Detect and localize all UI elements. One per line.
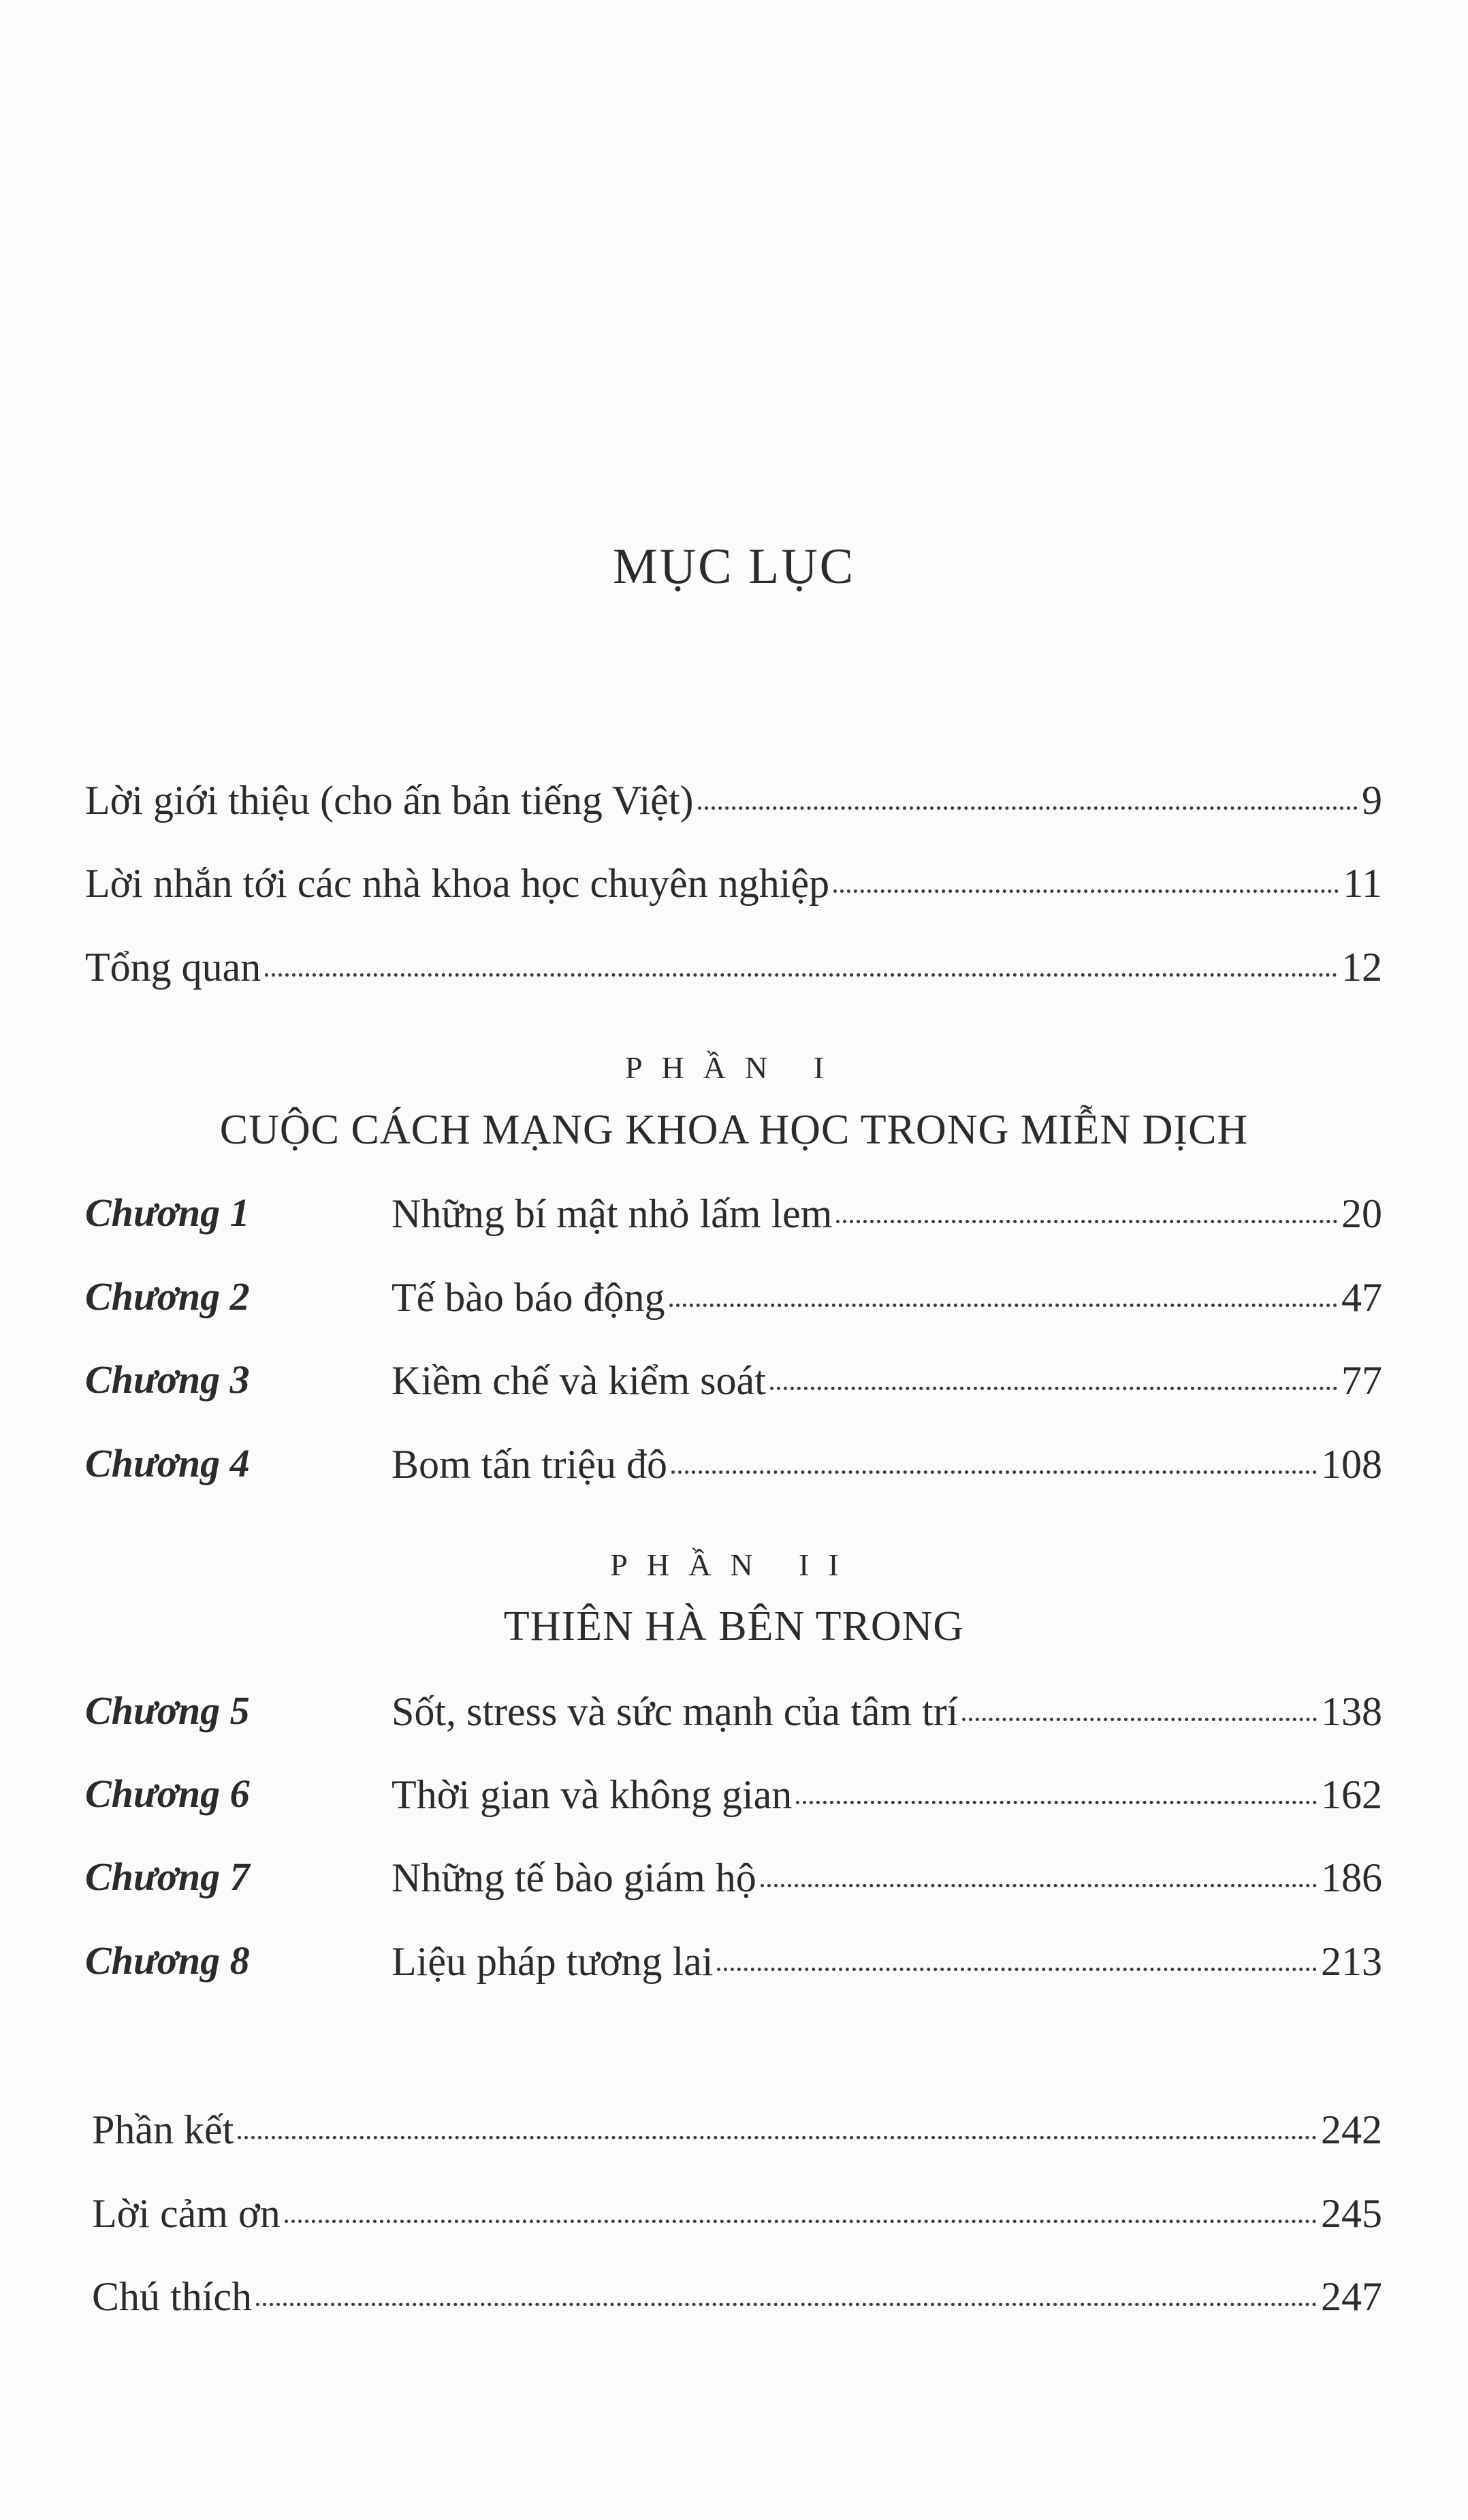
part-number: PHẦN I: [624, 1050, 844, 1085]
dot-leader: [770, 1387, 1337, 1390]
toc-entry-chapter: [392, 1941, 1382, 1982]
toc-entry-notes: [92, 2276, 1382, 2317]
entry-page: 11: [1343, 861, 1382, 906]
chapter-title: Sốt, stress và sức mạnh của tâm trí: [392, 1689, 959, 1734]
toc-entry-chapter: [392, 1444, 1382, 1485]
dot-leader: [671, 1470, 1317, 1474]
toc-entry-chapter: [392, 1193, 1382, 1234]
entry-page: 77: [1341, 1358, 1382, 1403]
toc-entry-overview: [85, 947, 1382, 988]
dot-leader: [761, 1884, 1317, 1887]
chapter-label: Chương 1: [85, 1191, 250, 1235]
page-title: MỤC LỤC: [612, 539, 856, 595]
toc-entry-chapter: [392, 1277, 1382, 1318]
entry-page: 213: [1321, 1939, 1382, 1984]
chapter-label: Chương 7: [85, 1855, 250, 1899]
chapter-label: Chương 2: [85, 1274, 250, 1319]
dot-leader: [717, 1968, 1317, 1971]
toc-entry-chapter: [392, 1360, 1382, 1401]
entry-page: 186: [1321, 1855, 1382, 1900]
entry-label: Phần kết: [92, 2107, 234, 2152]
entry-label: Lời nhắn tới các nhà khoa học chuyên nghiệp: [85, 861, 830, 906]
dot-leader: [669, 1304, 1337, 1307]
dot-leader: [265, 973, 1337, 977]
dot-leader: [698, 806, 1358, 810]
chapter-title: Liệu pháp tương lai: [392, 1939, 714, 1984]
toc-entry-chapter: [392, 1691, 1382, 1732]
toc-entry-chapter: [392, 1774, 1382, 1815]
entry-page: 20: [1341, 1191, 1382, 1236]
entry-label: Lời cảm ơn: [92, 2191, 281, 2236]
entry-page: 12: [1341, 945, 1382, 990]
entry-label: Tổng quan: [85, 945, 261, 990]
entry-label: Lời giới thiệu (cho ấn bản tiếng Việt): [85, 778, 694, 823]
dot-leader: [962, 1718, 1317, 1721]
dot-leader: [836, 1220, 1337, 1223]
toc-entry-epilogue: [92, 2109, 1382, 2150]
entry-page: 108: [1321, 1442, 1382, 1487]
toc-entry-acknowledgements: [92, 2193, 1382, 2234]
dot-leader: [238, 2136, 1317, 2139]
part-title: CUỘC CÁCH MẠNG KHOA HỌC TRONG MIỄN DỊCH: [219, 1107, 1249, 1153]
entry-page: 9: [1362, 778, 1382, 823]
chapter-label: Chương 6: [85, 1771, 250, 1816]
dot-leader: [285, 2220, 1317, 2223]
entry-page: 47: [1341, 1275, 1382, 1320]
dot-leader: [833, 889, 1339, 893]
entry-label: Chú thích: [92, 2274, 252, 2319]
dot-leader: [256, 2303, 1317, 2306]
dot-leader: [796, 1801, 1317, 1804]
chapter-label: Chương 3: [85, 1357, 250, 1402]
entry-page: 245: [1321, 2191, 1382, 2236]
chapter-label: Chương 5: [85, 1688, 250, 1733]
toc-entry-note: [85, 863, 1382, 904]
toc-entry-chapter: [392, 1857, 1382, 1898]
chapter-title: Kiềm chế và kiểm soát: [392, 1358, 766, 1403]
chapter-title: Tế bào báo động: [392, 1275, 665, 1320]
chapter-title: Những bí mật nhỏ lấm lem: [392, 1191, 833, 1236]
chapter-label: Chương 8: [85, 1938, 250, 1983]
chapter-title: Những tế bào giám hộ: [392, 1855, 756, 1900]
entry-page: 247: [1321, 2274, 1382, 2319]
chapter-title: Thời gian và không gian: [392, 1772, 793, 1817]
part-title: THIÊN HÀ BÊN TRONG: [503, 1603, 965, 1650]
part-number: PHẦN II: [610, 1547, 858, 1582]
toc-entry-intro: [85, 780, 1382, 821]
entry-page: 162: [1321, 1772, 1382, 1817]
entry-page: 138: [1321, 1689, 1382, 1734]
chapter-title: Bom tấn triệu đô: [392, 1442, 667, 1487]
chapter-label: Chương 4: [85, 1441, 250, 1485]
entry-page: 242: [1321, 2107, 1382, 2152]
